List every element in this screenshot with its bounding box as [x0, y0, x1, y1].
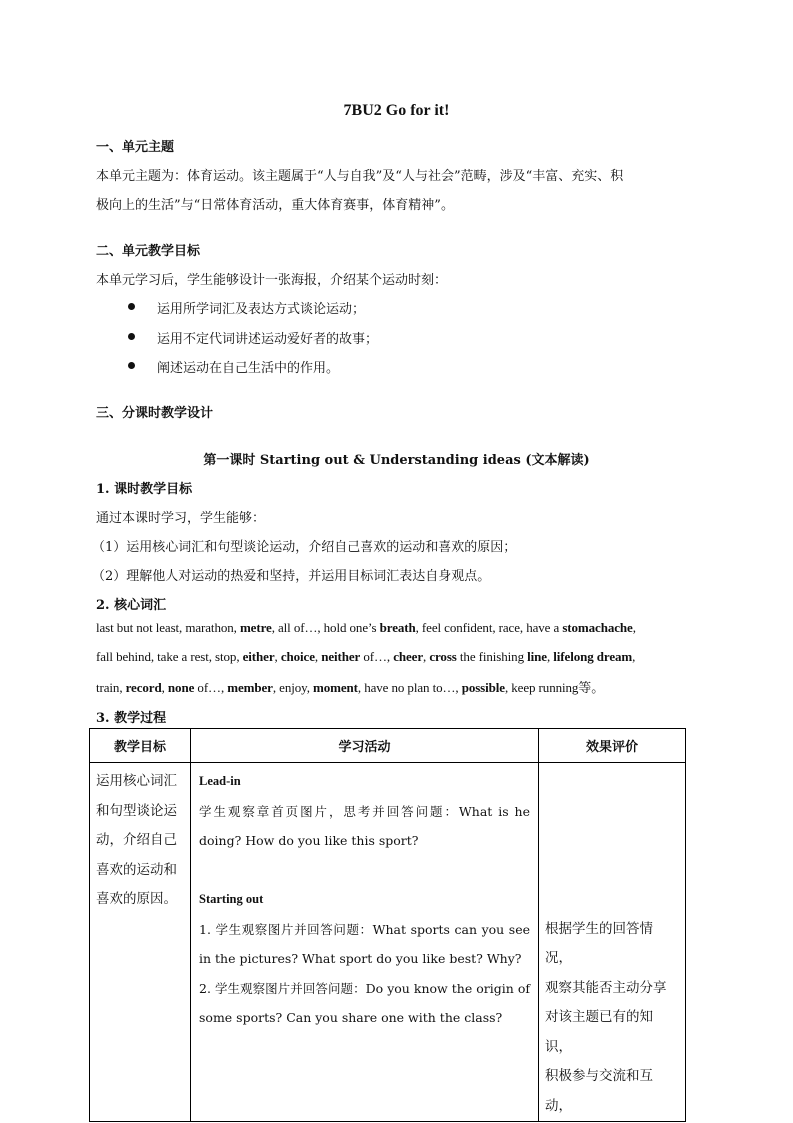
vocab-key-term: breath [379, 620, 416, 635]
vocab-key-term: lifelong dream [553, 649, 633, 664]
section3-heading: 三、分课时教学设计 [96, 406, 214, 421]
vocab-key-term: stomachache [562, 620, 633, 635]
vocab-key-term: possible [461, 680, 505, 695]
vocab-text: , [632, 649, 636, 664]
bullet-dot [128, 303, 135, 310]
starting-out-item: 2. 学生观察图片并回答问题：Do you know the origin of some sports? Can you share one with the class? [199, 980, 530, 1025]
document-title: 7BU2 Go for it! [343, 102, 450, 119]
vocab-key-term: neither [321, 649, 361, 664]
table-row [90, 763, 686, 1122]
vocab-line [96, 620, 701, 636]
goal-item: （2）理解他人对运动的热爱和坚持，并运用目标词汇表达自身观点。 [92, 569, 491, 584]
vocab-key-term: metre [239, 620, 272, 635]
section1-text-line1: 本单元主题为：体育运动。该主题属于“人与自我”及“人与社会”范畴，涉及“丰富、充实、积 [96, 169, 624, 184]
spacer [545, 767, 679, 915]
vocab-line [96, 677, 701, 696]
teaching-process-table [89, 728, 686, 1122]
vocab-text: , [546, 649, 554, 664]
vocab-text: , feel confident, race, have a [415, 620, 563, 635]
vocab-text: train, [96, 680, 126, 695]
cell-line: 观察其能否主动分享 [545, 979, 667, 996]
vocab-key-term: record [125, 680, 162, 695]
goals-intro: 通过本课时学习，学生能够： [96, 511, 266, 526]
goals-heading: 1. 课时教学目标 [96, 482, 193, 497]
lesson-title: 第一课时 Starting out & Understanding ideas (文本解读) [203, 453, 590, 468]
vocab-text: , have no plan to…, [357, 680, 462, 695]
starting-out-heading: Starting out [199, 892, 264, 906]
leadin-heading: Lead-in [199, 774, 241, 788]
table-header-cell: 学习活动 [191, 729, 539, 763]
process-heading: 3. 教学过程 [96, 711, 167, 726]
goal-cell [90, 763, 191, 1122]
cell-line: 喜欢的原因。 [96, 891, 177, 907]
vocab-text: , [423, 649, 430, 664]
table-header-cell: 效果评价 [539, 729, 686, 763]
section1-text-line2: 极向上的生活”与“日常体育活动，重大体育赛事，体育精神”。 [96, 198, 454, 213]
vocab-text: , [274, 649, 281, 664]
table-header-row [90, 729, 686, 763]
cell-line: 喜欢的运动和 [96, 861, 177, 878]
bullet-item: 运用不定代词讲述运动爱好者的故事； [157, 332, 379, 347]
vocab-text: , keep running等。 [504, 680, 605, 695]
spacer [199, 856, 530, 886]
vocab-key-term: cheer [393, 649, 424, 664]
section2-intro: 本单元学习后，学生能够设计一张海报，介绍某个运动时刻： [96, 273, 448, 288]
leadin-text: 学生观察章首页图片，思考并回答问题：What is he doing? How do you like this sport? [199, 803, 530, 848]
vocab-text: last but not least, marathon, [96, 620, 240, 635]
activity-cell [191, 763, 539, 1122]
vocab-text: , enjoy, [272, 680, 313, 695]
bullet-item: 阐述运动在自己生活中的作用。 [157, 361, 340, 376]
vocab-key-term: either [242, 649, 275, 664]
vocab-text: , [314, 649, 322, 664]
cell-line: 积极参与交流和互动， [545, 1068, 653, 1114]
cell-line: 和句型谈论运 [96, 802, 177, 819]
starting-out-item: 1. 学生观察图片并回答问题：What sports can you see in the pictures? What sport do you like best? Why? [199, 921, 530, 966]
bullet-dot [128, 362, 135, 369]
cell-line: 运用核心词汇 [96, 773, 177, 789]
vocab-text: , all of…, hold one’s [271, 620, 380, 635]
cell-line: 对该主题已有的知识， [545, 1009, 653, 1055]
vocab-key-term: choice [280, 649, 315, 664]
bullet-dot [128, 333, 135, 340]
cell-line: 动，介绍自己 [96, 832, 177, 848]
vocab-key-term: cross [429, 649, 457, 664]
vocab-key-term: line [527, 649, 547, 664]
vocab-key-term: none [167, 680, 195, 695]
vocab-text: , [161, 680, 168, 695]
vocab-text: of…, [360, 649, 394, 664]
vocab-key-term: moment [313, 680, 358, 695]
vocab-text: of…, [194, 680, 228, 695]
vocab-key-term: member [227, 680, 273, 695]
cell-line: 根据学生的回答情况， [545, 920, 653, 966]
section1-heading: 一、单元主题 [96, 140, 175, 155]
table-header-cell: 教学目标 [90, 729, 191, 763]
vocab-line [96, 649, 701, 665]
section2-heading: 二、单元教学目标 [96, 244, 201, 259]
goal-item: （1）运用核心词汇和句型谈论运动，介绍自己喜欢的运动和喜欢的原因； [92, 540, 517, 555]
evaluation-cell [539, 763, 686, 1122]
vocab-text: fall behind, take a rest, stop, [96, 649, 243, 664]
vocab-text: the finishing [456, 649, 528, 664]
vocab-text: , [632, 620, 636, 635]
bullet-item: 运用所学词汇及表达方式谈论运动； [157, 302, 366, 317]
vocab-heading: 2. 核心词汇 [96, 598, 167, 613]
